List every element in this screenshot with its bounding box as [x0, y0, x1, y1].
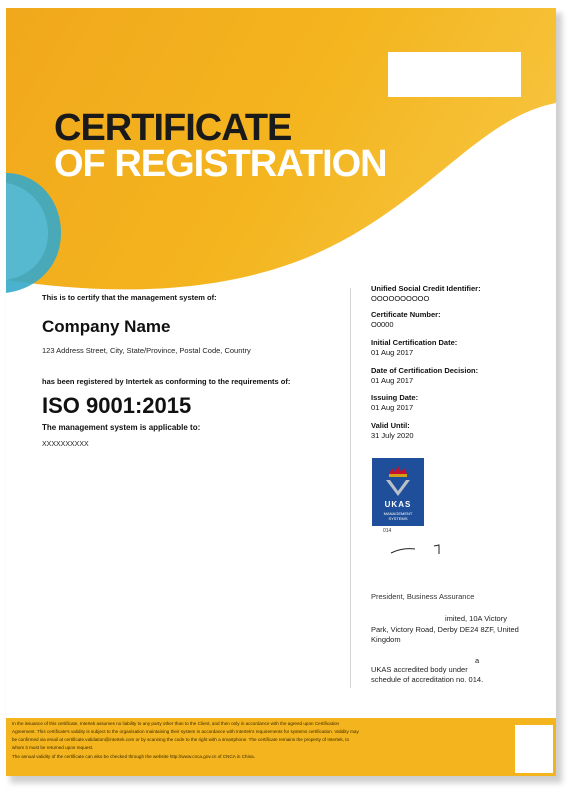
footer-line-3: be confirmed via email at certificate.validation@intertek.com or by scanning the code to the right with a smartphone. The certificate remains the property of Intertek, to — [12, 737, 350, 742]
signature-mark — [389, 542, 449, 556]
ukas-sub-1: MANAGEMENT — [383, 511, 413, 516]
qr-code-placeholder[interactable] — [515, 725, 553, 773]
footer-band — [6, 718, 556, 776]
footer-line-1: In the issuance of this certificate, Intertek assumes no liability to any party other than to the Client, and then only in accordance with the agreed upon Certification — [12, 721, 340, 726]
detail-value: O0000 — [371, 320, 394, 329]
registered-statement: has been registered by Intertek as conforming to the requirements of: — [42, 377, 291, 386]
detail-value: 01 Aug 2017 — [371, 348, 414, 357]
detail-label: Date of Certification Decision: — [371, 366, 479, 375]
detail-label: Initial Certification Date: — [371, 338, 458, 347]
ukas-number: 014 — [383, 528, 392, 534]
ukas-label: UKAS — [384, 500, 412, 509]
ukas-sub-2: SYSTEMS — [388, 516, 408, 521]
intertek-address-2: Park, Victory Road, Derby DE24 8ZF, United — [371, 625, 519, 634]
crown-icon — [372, 460, 424, 500]
detail-value: 01 Aug 2017 — [371, 403, 414, 412]
accreditation-line-1: UKAS accredited body under — [371, 665, 468, 674]
signatory-title: President, Business Assurance — [371, 592, 475, 601]
footer-line-2: Agreement. This certificate's validity is subject to the organisation maintaining their system in accordance with Intertek's requirements for systems certification. Validity may — [12, 729, 359, 734]
logo-placeholder — [388, 52, 521, 97]
fragment-note: a — [475, 656, 480, 665]
intertek-address-3: Kingdom — [371, 635, 401, 644]
company-address: 123 Address Street, City, State/Province, Postal Code, Country — [42, 346, 251, 355]
footer-line-5: The annual validity of the certificate can also be checked through the website http://www.cnca.gov.cn of CNCA in China. — [12, 754, 256, 759]
standard-name: ISO 9001:2015 — [42, 393, 192, 418]
company-name: Company Name — [42, 317, 171, 336]
signatory-title-clip — [371, 592, 511, 606]
ukas-badge — [372, 458, 424, 526]
certificate-page — [6, 8, 556, 776]
detail-value: OOOOOOOOOO — [371, 294, 430, 303]
title-line-1: CERTIFICATE — [54, 107, 292, 149]
accreditation-line-2: schedule of accreditation no. 014. — [371, 675, 484, 684]
certify-intro: This is to certify that the management system of: — [42, 293, 217, 302]
column-divider — [350, 288, 351, 688]
intertek-address-1: imited, 10A Victory — [445, 614, 507, 623]
scope-label: The management system is applicable to: — [42, 423, 201, 432]
detail-label: Issuing Date: — [371, 393, 419, 402]
detail-label: Unified Social Credit Identifier: — [371, 284, 481, 293]
detail-value: 31 July 2020 — [371, 431, 414, 440]
detail-label: Certificate Number: — [371, 310, 441, 319]
detail-value: 01 Aug 2017 — [371, 376, 414, 385]
title-line-2: OF REGISTRATION — [54, 143, 387, 185]
footer-line-4: whom it must be returned upon request. — [12, 745, 94, 750]
detail-label: Valid Until: — [371, 421, 410, 430]
scope-value: XXXXXXXXXX — [42, 441, 89, 448]
